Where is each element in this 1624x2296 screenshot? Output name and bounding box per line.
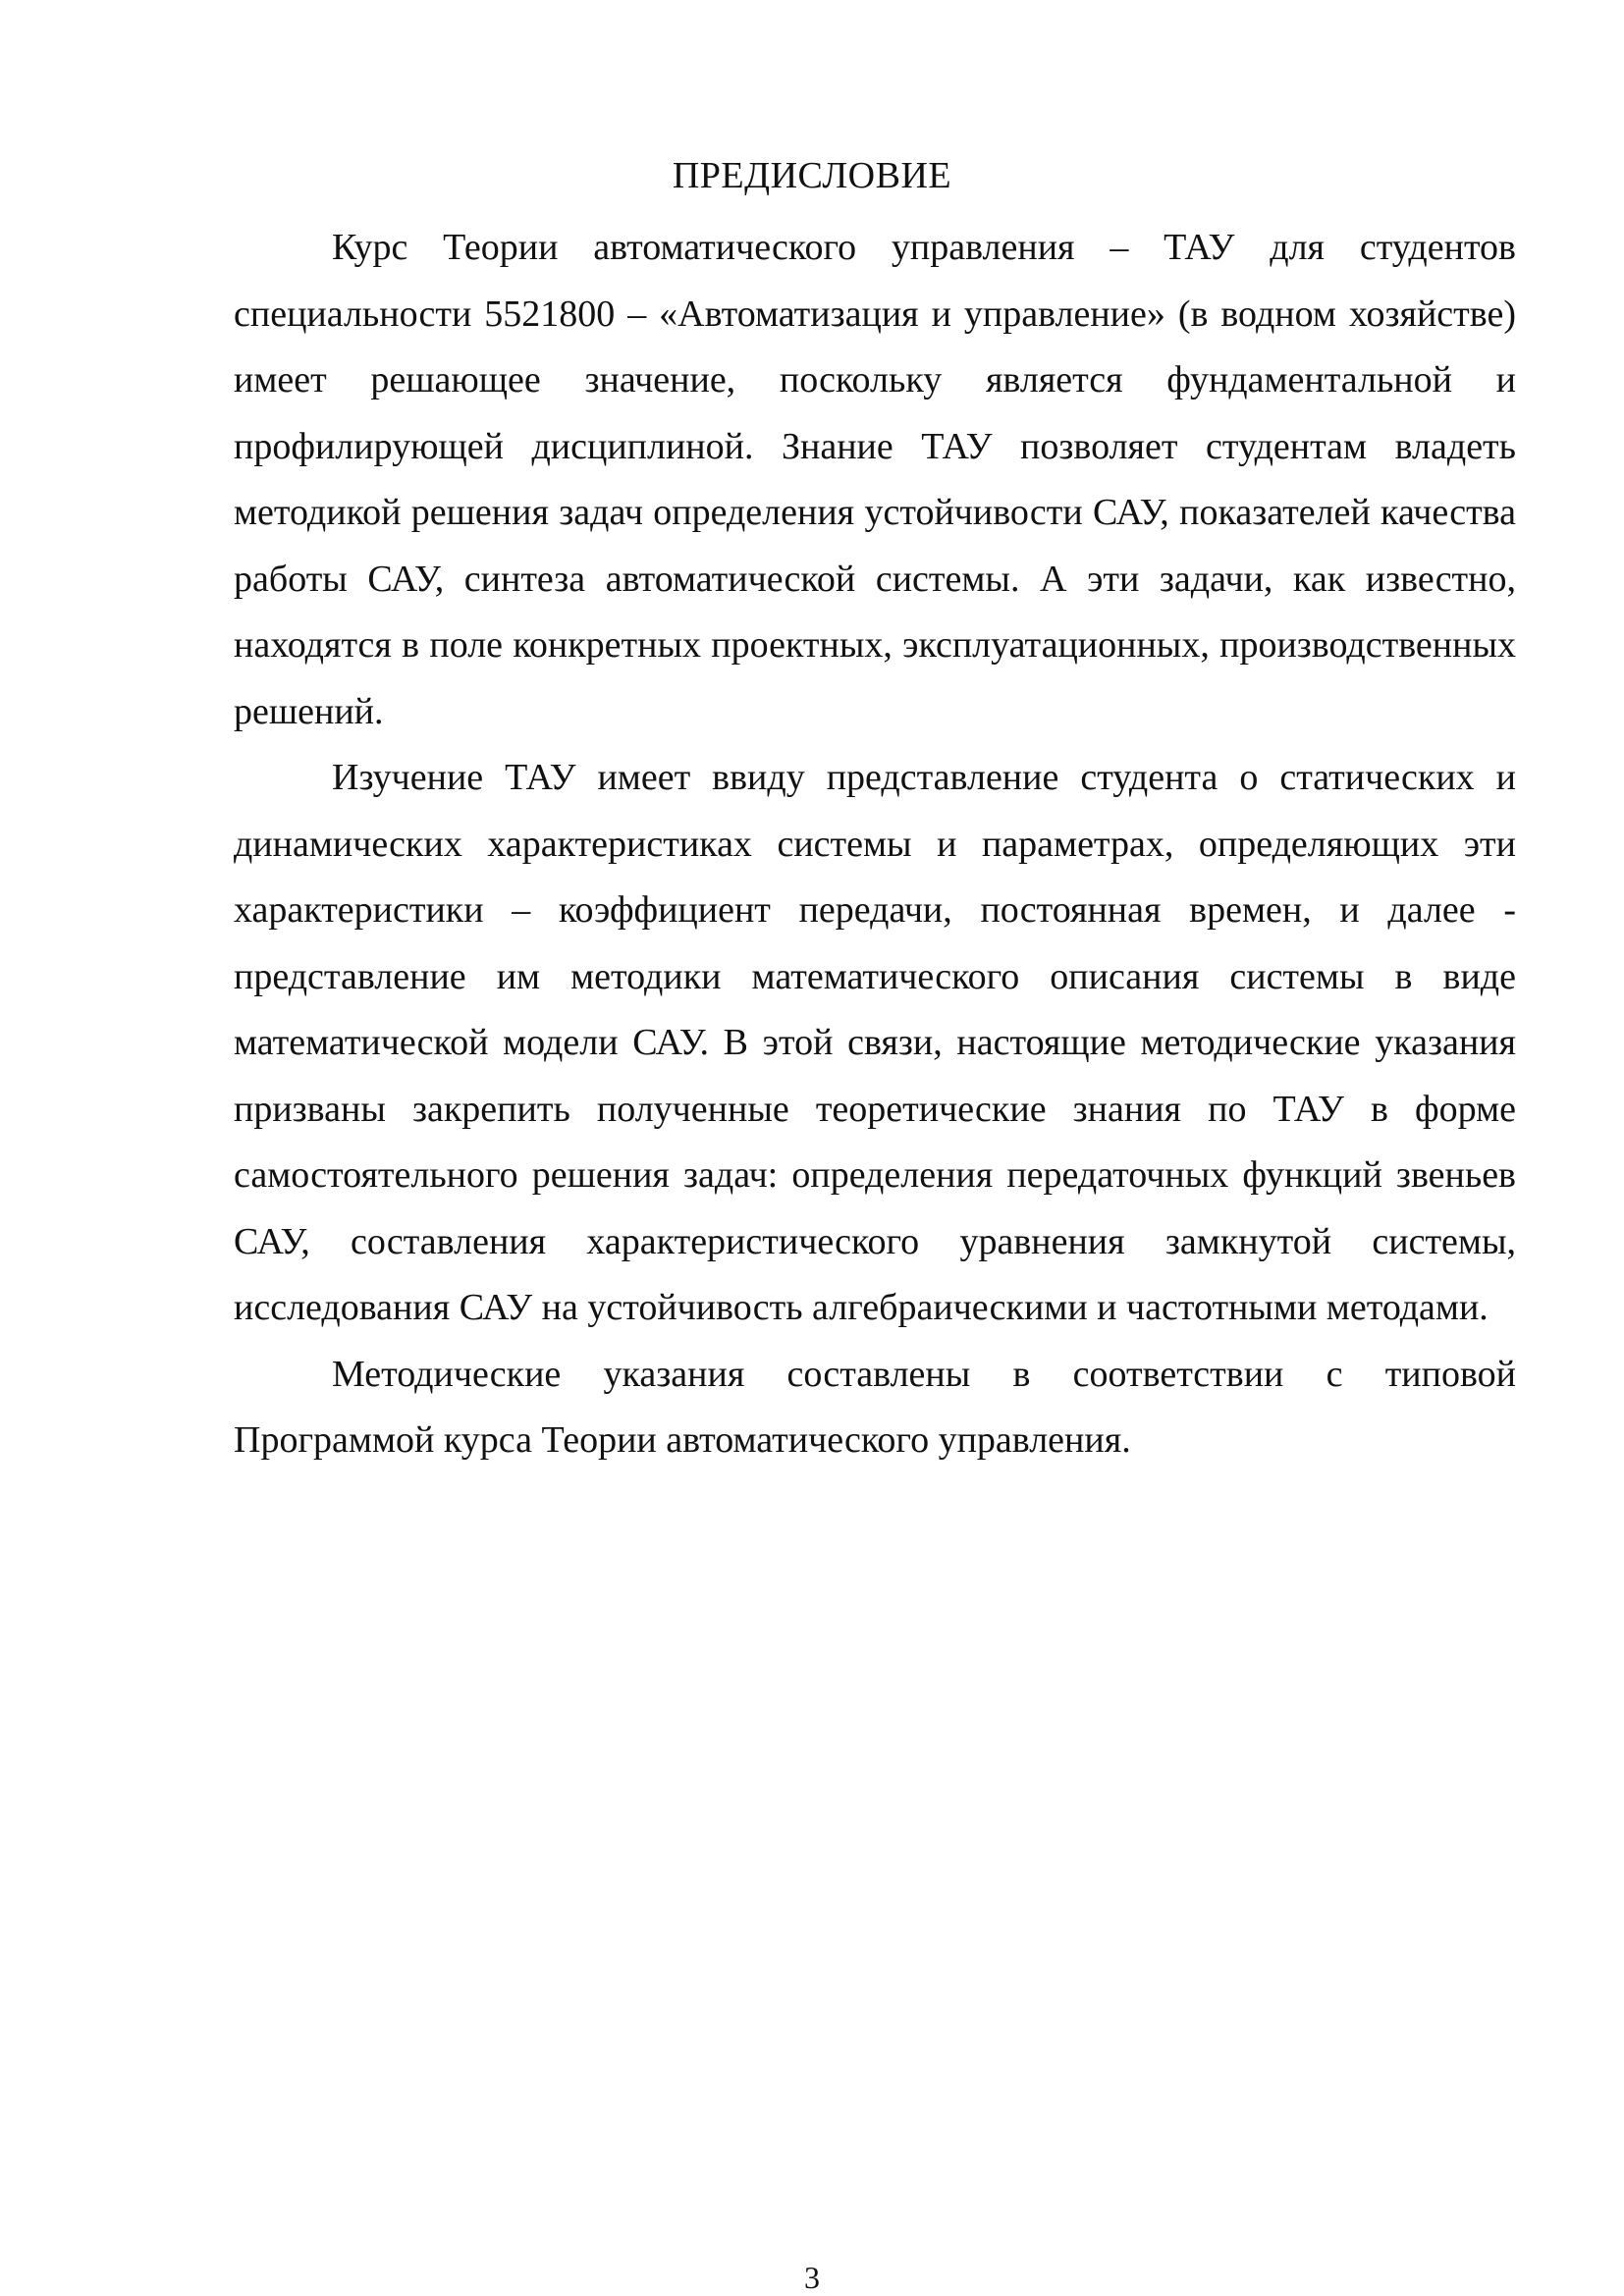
paragraph-1: Курс Теории автоматического управления – ТАУ для студентов специальности 5521800 – «Автоматизация и управление» (в водном хозяйстве) имеет решающее значение, поскольку является фундаментальной и профилирующей дисциплиной. Знание ТАУ позволяет студентам владеть методикой решения задач определения устойчивости САУ, показателей качества работы САУ, синтеза автоматической системы. А эти задачи, как известно, находятся в поле конкретных проектных, эксплуатационных, производственных решений. bbox=[234, 227, 1516, 732]
paragraph-3: Методические указания составлены в соответствии с типовой Программой курса Теории автоматического управления. bbox=[234, 1353, 1516, 1461]
page-number: 3 bbox=[804, 2260, 820, 2295]
page-title: ПРЕДИСЛОВИЕ bbox=[672, 155, 952, 196]
body-text bbox=[234, 215, 1516, 1474]
paragraph-2: Изучение ТАУ имеет ввиду представление студента о статических и динамических характеристиках системы и параметрах, определяющих эти характеристики – коэффициент передачи, постоянная времен, и далее - представление им методики математического описания системы в виде математической модели САУ. В этой связи, настоящие методические указания призваны закрепить полученные теоретические знания по ТАУ в форме самостоятельного решения задач: определения передаточных функций звеньев САУ, составления характеристического уравнения замкнутой системы, исследования САУ на устойчивость алгебраическими и частотными методами. bbox=[234, 757, 1516, 1328]
